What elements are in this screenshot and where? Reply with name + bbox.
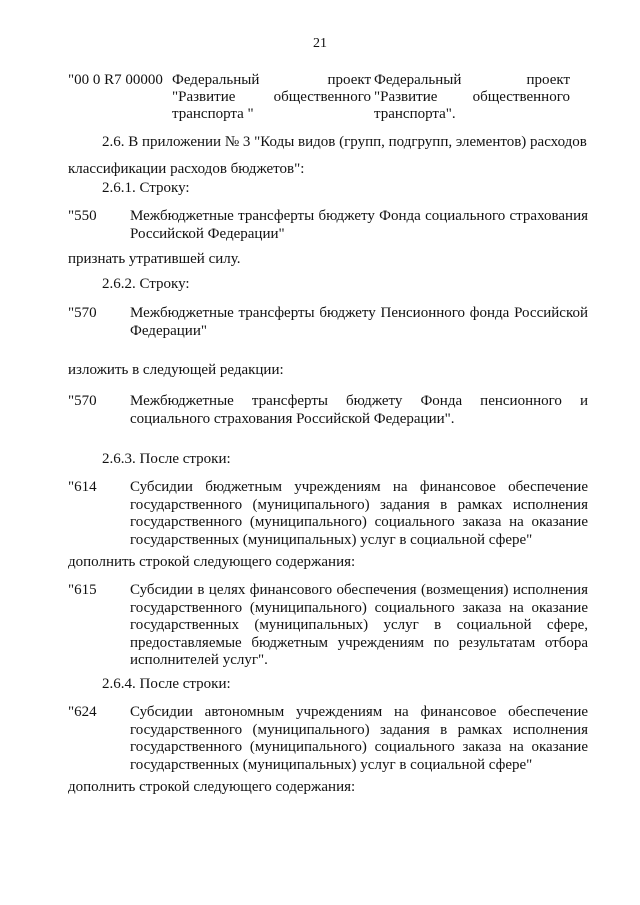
budget-code-table-row <box>68 72 628 132</box>
entry-614 <box>68 479 588 551</box>
subitem-2-6-2: 2.6.2. Строку: <box>102 276 190 292</box>
entry-code: "615 <box>68 582 97 598</box>
cell-text: Федеральный <box>172 72 260 88</box>
budget-code: "00 0 R7 00000 <box>68 72 163 88</box>
entry-text: Субсидии автономным учреждениям на финансовое обеспечение государственного (муниципального) задания в рамках исполнения государственного (муниципального) социального заказа на оказание государственных (муниципальных) услуг в социальной сфере" <box>130 704 588 773</box>
subitem-2-6-3: 2.6.3. После строки: <box>102 451 231 467</box>
entry-text: Субсидии бюджетным учреждениям на финансовое обеспечение государственного (муниципального) задания в рамках исполнения государственного (муниципального) социального заказа на оказание государственных (муниципальных) услуг в социальной сфере" <box>130 479 588 548</box>
entry-570-old <box>68 305 588 345</box>
cell-text: общественного <box>472 89 570 105</box>
paragraph-text: классификации расходов бюджетов": <box>68 161 305 177</box>
paragraph-line <box>68 129 596 156</box>
restate-text: изложить в следующей редакции: <box>68 362 284 378</box>
entry-code: "570 <box>68 305 97 321</box>
cell-text: проект <box>327 72 371 88</box>
cell-text: "Развитие <box>172 89 236 105</box>
cell-text: проект <box>526 72 570 88</box>
append-text: дополнить строкой следующего содержания: <box>68 779 356 795</box>
cell-text: транспорта " <box>172 106 254 122</box>
cell-text: "Развитие <box>374 89 438 105</box>
entry-615 <box>68 582 588 674</box>
new-name-column <box>374 72 570 123</box>
subitem-2-6-1: 2.6.1. Строку: <box>102 180 190 196</box>
old-name-column <box>172 72 371 123</box>
entry-code: "614 <box>68 479 97 495</box>
append-text: дополнить строкой следующего содержания: <box>68 554 356 570</box>
cell-text: транспорта". <box>374 106 456 122</box>
invalidate-text: признать утратившей силу. <box>68 251 241 267</box>
entry-text: Субсидии в целях финансового обеспечения (возмещения) исполнения государственного (муниципального) социального заказа на оказание государственных (муниципальных) услуг в социальной сфере, предоставляемые бюджетным учреждениям по результатам отбора исполнителей услуг". <box>130 582 588 668</box>
entry-text: Межбюджетные трансферты бюджету Фонда пенсионного и социального страхования Российской Федерации". <box>130 393 588 427</box>
entry-code: "624 <box>68 704 97 720</box>
page-number: 21 <box>313 36 327 51</box>
subitem-2-6-4: 2.6.4. После строки: <box>102 676 231 692</box>
paragraph-text: 2.6. В приложении № 3 "Коды видов (групп, подгрупп, элементов) расходов <box>102 134 587 150</box>
entry-550 <box>68 208 588 248</box>
entry-570-new <box>68 393 588 433</box>
entry-code: "570 <box>68 393 97 409</box>
cell-text: Федеральный <box>374 72 462 88</box>
entry-code: "550 <box>68 208 97 224</box>
cell-text: общественного <box>273 89 371 105</box>
entry-text: Межбюджетные трансферты бюджету Пенсионного фонда Российской Федерации" <box>130 305 588 339</box>
entry-624 <box>68 704 588 776</box>
paragraph-2-6 <box>68 129 596 183</box>
entry-text: Межбюджетные трансферты бюджету Фонда социального страхования Российской Федерации" <box>130 208 588 242</box>
